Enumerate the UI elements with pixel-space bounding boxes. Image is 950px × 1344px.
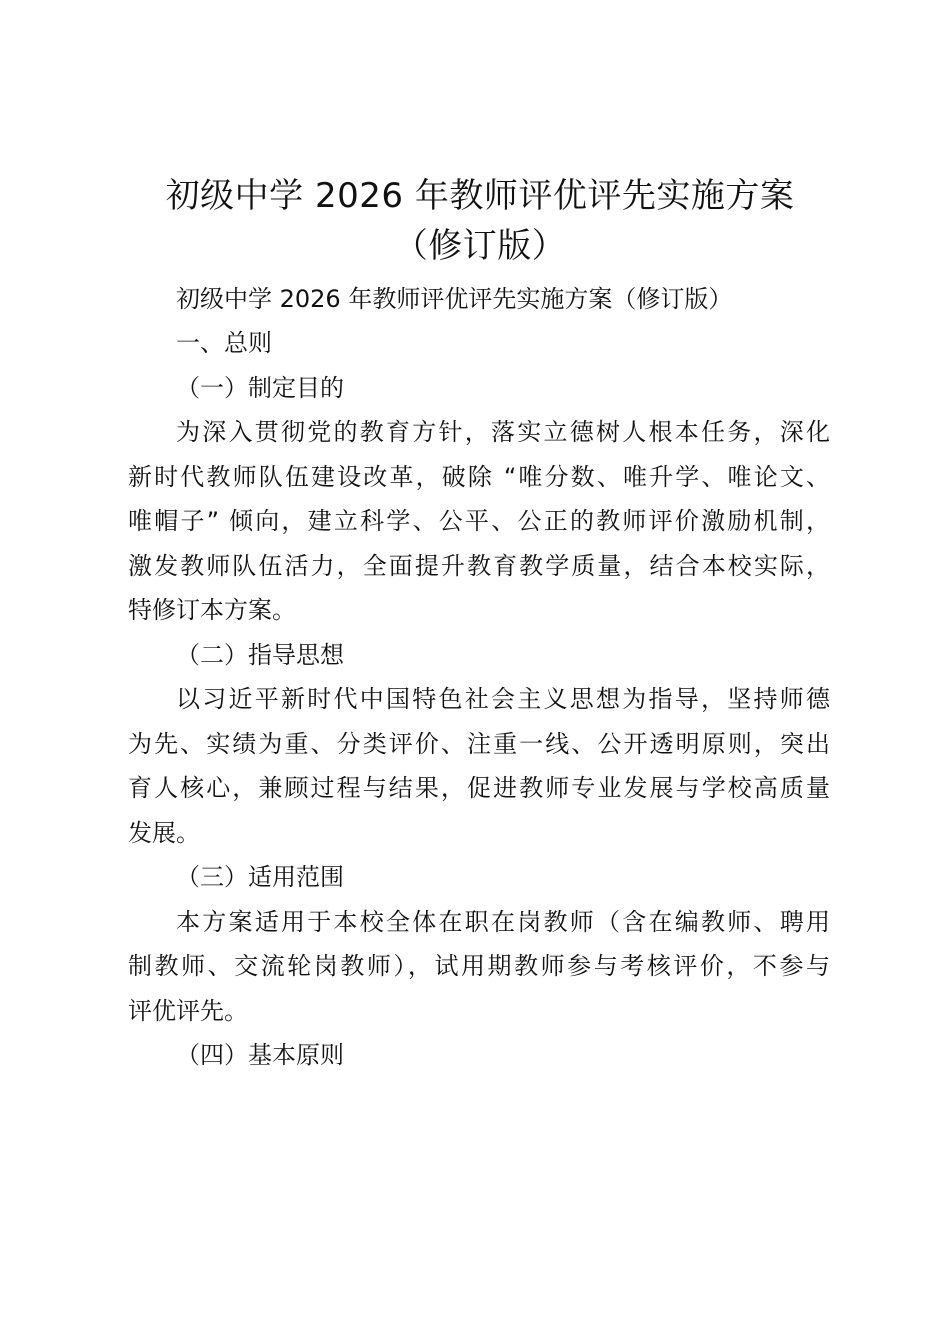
paragraph-line: 发展。 — [128, 819, 200, 847]
paragraph-line: 唯帽子” 倾向，建立科学、公平、公正的教师评价激励机制， — [128, 507, 830, 535]
paragraph-line: 新时代教师队伍建设改革，破除 “唯分数、唯升学、唯论文、 — [128, 463, 830, 491]
paragraph-line: 为先、实绩为重、分类评价、注重一线、公开透明原则，突出 — [128, 730, 830, 758]
subsection-heading: （三）适用范围 — [176, 863, 344, 891]
section-heading: 一、总则 — [176, 329, 272, 357]
paragraph-line: 以习近平新时代中国特色社会主义思想为指导，坚持师德 — [176, 685, 830, 713]
paragraph-line: 本方案适用于本校全体在职在岗教师（含在编教师、聘用 — [176, 908, 830, 936]
paragraph-line: 制教师、交流轮岗教师），试用期教师参与考核评价，不参与 — [128, 952, 830, 980]
subsection-heading: （一）制定目的 — [176, 374, 344, 402]
document-title-subtitle: （修订版） — [393, 226, 567, 266]
repeated-title-line: 初级中学 2026 年教师评优评先实施方案（修订版） — [176, 285, 733, 313]
document-title: 初级中学 2026 年教师评优评先实施方案 — [165, 176, 795, 216]
subsection-heading: （四）基本原则 — [176, 1041, 344, 1069]
paragraph-line: 育人核心，兼顾过程与结果，促进教师专业发展与学校高质量 — [128, 774, 830, 802]
subsection-heading: （二）指导思想 — [176, 641, 344, 669]
paragraph-line: 为深入贯彻党的教育方针，落实立德树人根本任务，深化 — [176, 418, 830, 446]
paragraph-line: 激发教师队伍活力，全面提升教育教学质量，结合本校实际， — [128, 552, 830, 580]
paragraph-line: 评优评先。 — [128, 997, 248, 1025]
paragraph-line: 特修订本方案。 — [128, 596, 296, 624]
